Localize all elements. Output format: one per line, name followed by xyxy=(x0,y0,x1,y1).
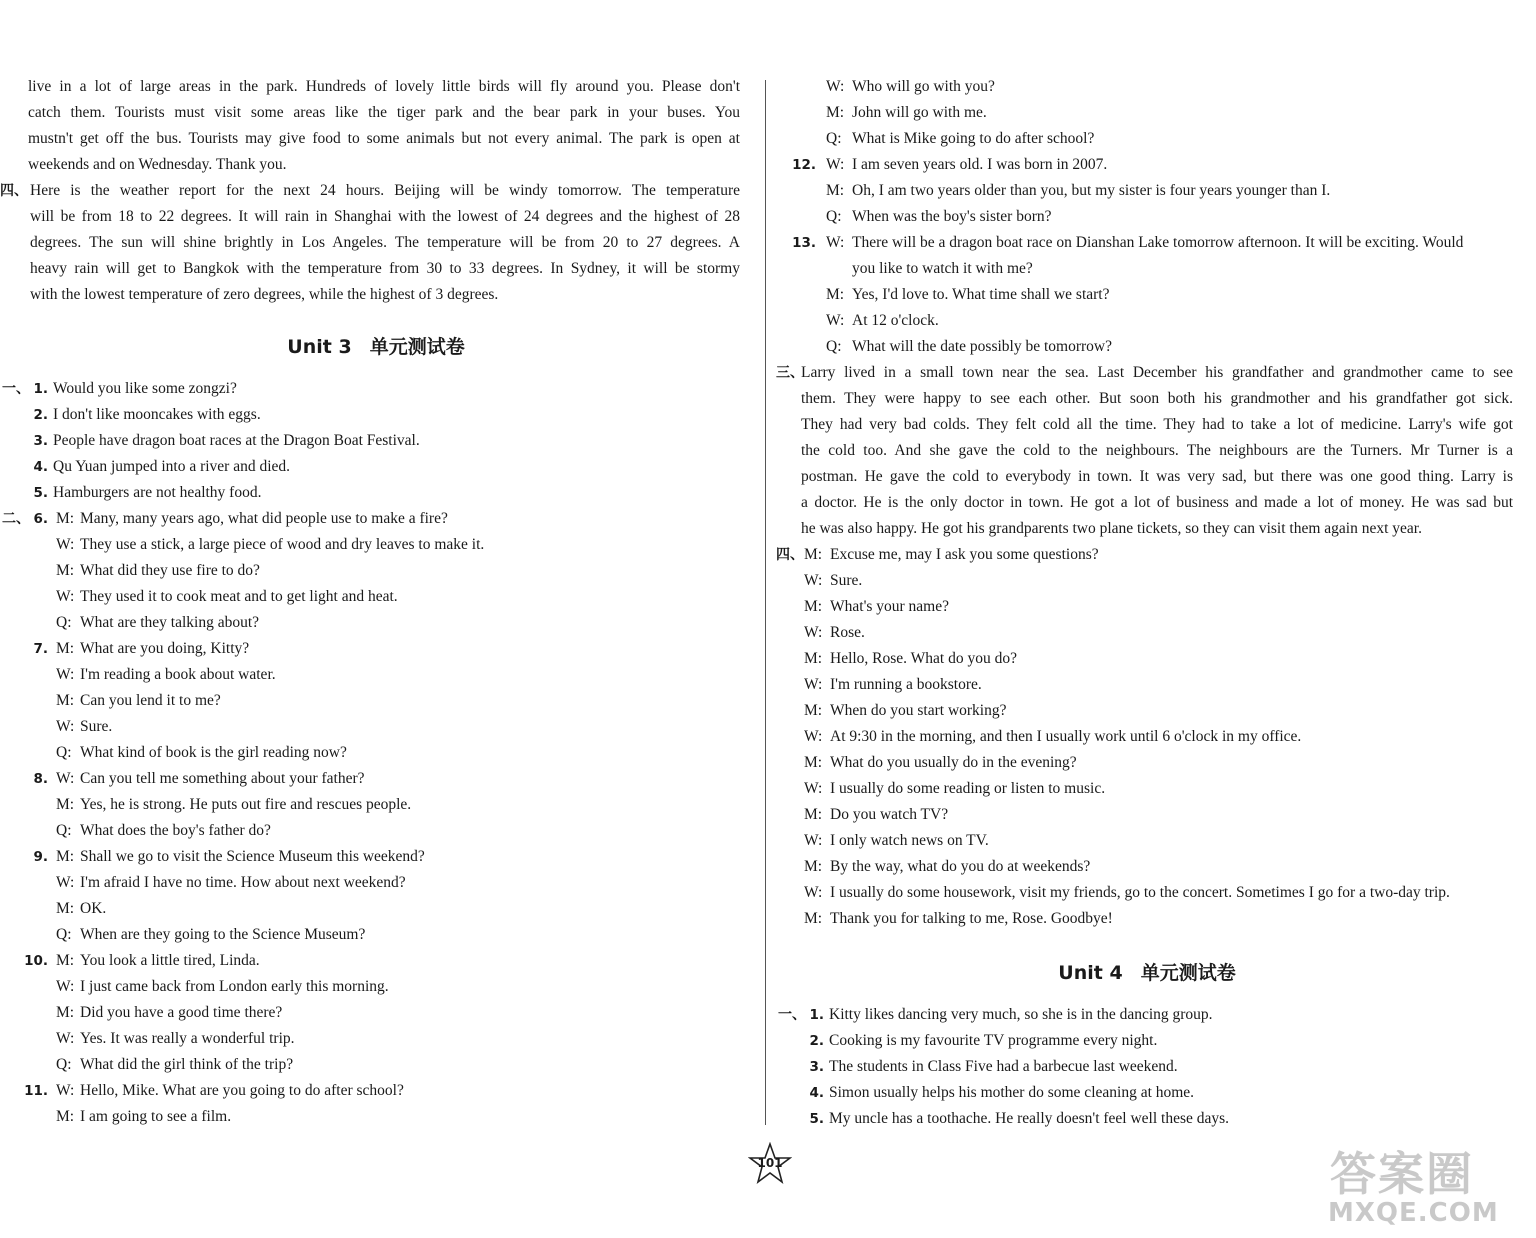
paragraph-line: Here is the weather report for the next 24 hours. Beijing will be windy tomorrow. The temperature xyxy=(30,182,740,199)
transcript-line xyxy=(776,256,1518,282)
item-number: 7. xyxy=(33,641,48,657)
transcript-line xyxy=(0,454,752,480)
transcript-line xyxy=(776,672,1518,698)
transcript-line xyxy=(776,906,1518,932)
paragraph-line: he was also happy. He got his grandparents two plane tickets, so they can visit them again next year. xyxy=(801,520,1422,537)
item-text: What did they use fire to do? xyxy=(80,562,260,579)
item-text: Would you like some zongzi? xyxy=(53,380,237,397)
transcript-line xyxy=(0,688,752,714)
item-text: Sure. xyxy=(80,718,113,735)
speaker-label: M: xyxy=(804,754,823,771)
transcript-line xyxy=(776,1002,1518,1028)
speaker-label: M: xyxy=(56,900,75,917)
unit-3-title: 单元测试卷 xyxy=(369,336,465,358)
item-text: Hello, Rose. What do you do? xyxy=(830,650,1017,667)
transcript-line xyxy=(776,282,1518,308)
section-marker: 二、 xyxy=(2,511,30,527)
item-text: My uncle has a toothache. He really doesn't feel well these days. xyxy=(829,1110,1230,1127)
transcript-line xyxy=(0,844,752,870)
transcript-line xyxy=(776,1054,1518,1080)
item-text: I'm running a bookstore. xyxy=(830,676,982,693)
item-number: 4. xyxy=(33,459,48,475)
paragraph-line: heavy rain will get to Bangkok with the temperature from 30 to 33 degrees. In Sydney, it will be stormy xyxy=(30,260,740,277)
item-number: 12. xyxy=(792,157,816,173)
item-text: There will be a dragon boat race on Dianshan Lake tomorrow afternoon. It will be exciting. Would xyxy=(852,234,1464,251)
speaker-label: W: xyxy=(826,78,845,95)
transcript-line xyxy=(0,610,752,636)
transcript-line xyxy=(0,558,752,584)
speaker-label: M: xyxy=(56,510,75,527)
paragraph-larry-story xyxy=(776,360,1513,542)
item-text: Do you watch TV? xyxy=(830,806,949,823)
transcript-line xyxy=(0,480,752,506)
speaker-label: W: xyxy=(826,312,845,329)
speaker-label: Q: xyxy=(826,130,842,147)
transcript-line xyxy=(0,1104,752,1130)
transcript-line xyxy=(776,568,1518,594)
speaker-label: M: xyxy=(56,1004,75,1021)
item-text: When are they going to the Science Museum? xyxy=(80,926,366,943)
speaker-label: M: xyxy=(56,562,75,579)
item-text: Hello, Mike. What are you going to do after school? xyxy=(80,1082,404,1099)
paragraph-line: them. They were happy to see each other. But soon both his grandmother and his grandfather got sick. xyxy=(801,390,1513,407)
section-marker: 一、 xyxy=(2,381,30,397)
item-text: What is Mike going to do after school? xyxy=(852,130,1095,147)
transcript-line xyxy=(0,402,752,428)
transcript-line xyxy=(776,646,1518,672)
speaker-label: W: xyxy=(56,1030,75,1047)
speaker-label: W: xyxy=(56,978,75,995)
item-text: What did the girl think of the trip? xyxy=(80,1056,294,1073)
transcript-line xyxy=(776,620,1518,646)
item-text: Sure. xyxy=(830,572,863,589)
item-text: Hamburgers are not healthy food. xyxy=(53,484,262,501)
section-marker: 四、 xyxy=(776,547,804,563)
speaker-label: W: xyxy=(804,624,823,641)
item-number: 5. xyxy=(33,485,48,501)
transcript-line xyxy=(776,152,1518,178)
item-text: Who will go with you? xyxy=(852,78,995,95)
item-text: Simon usually helps his mother do some cleaning at home. xyxy=(829,1084,1195,1101)
item-text: At 9:30 in the morning, and then I usually work until 6 o'clock in my office. xyxy=(830,728,1302,745)
item-text: Many, many years ago, what did people use to make a fire? xyxy=(80,510,448,527)
transcript-line xyxy=(0,1052,752,1078)
item-number: 2. xyxy=(33,407,48,423)
transcript-line xyxy=(0,818,752,844)
speaker-label: M: xyxy=(826,104,845,121)
transcript-line xyxy=(0,948,752,974)
item-text: They used it to cook meat and to get light and heat. xyxy=(80,588,398,605)
item-text: I usually do some reading or listen to music. xyxy=(830,780,1106,797)
watermark-text: 答案圈 xyxy=(1330,1147,1474,1201)
speaker-label: Q: xyxy=(56,614,72,631)
unit-4-number: Unit 4 xyxy=(1058,962,1123,984)
transcript-line xyxy=(776,308,1518,334)
transcript-line xyxy=(776,724,1518,750)
speaker-label: M: xyxy=(804,702,823,719)
transcript-line xyxy=(776,178,1518,204)
paragraph-line: postman. He gave the cold to everybody in town. It was very sad, but there was one good thing. Larry is xyxy=(801,468,1513,485)
page-number: 101 xyxy=(757,1156,783,1170)
item-text: Did you have a good time there? xyxy=(80,1004,283,1021)
speaker-label: W: xyxy=(826,156,845,173)
paragraph-line: Larry lived in a small town near the sea. Last December his grandfather and grandmother came to see xyxy=(801,364,1513,381)
paragraph-line: with the lowest temperature of zero degrees, while the highest of 3 degrees. xyxy=(30,286,499,303)
transcript-line xyxy=(0,896,752,922)
item-number: 2. xyxy=(809,1033,824,1049)
transcript-line xyxy=(776,1106,1518,1132)
transcript-line xyxy=(0,1078,752,1104)
transcript-line xyxy=(0,506,752,532)
item-number: 10. xyxy=(24,953,48,969)
transcript-line xyxy=(776,542,1518,568)
transcript-line xyxy=(0,376,752,402)
item-number: 1. xyxy=(33,381,48,397)
transcript-line xyxy=(0,714,752,740)
item-text: Cooking is my favourite TV programme every night. xyxy=(829,1032,1158,1049)
speaker-label: M: xyxy=(56,848,75,865)
transcript-line xyxy=(776,1028,1518,1054)
section-marker: 一、 xyxy=(778,1007,806,1023)
transcript-line xyxy=(0,584,752,610)
unit-4-items xyxy=(776,1002,1518,1132)
transcript-line xyxy=(776,74,1518,100)
item-text: When do you start working? xyxy=(830,702,1007,719)
item-text: Yes, I'd love to. What time shall we start? xyxy=(852,286,1110,303)
speaker-label: W: xyxy=(56,536,75,553)
speaker-label: M: xyxy=(804,858,823,875)
speaker-label: W: xyxy=(804,780,823,797)
speaker-label: Q: xyxy=(56,926,72,943)
speaker-label: M: xyxy=(56,1108,75,1125)
transcript-line xyxy=(776,750,1518,776)
speaker-label: W: xyxy=(804,884,823,901)
item-number: 11. xyxy=(24,1083,48,1099)
section-marker-3: 三、 xyxy=(776,365,804,381)
item-text: Yes. It was really a wonderful trip. xyxy=(80,1030,295,1047)
item-text: What are they talking about? xyxy=(80,614,260,631)
speaker-label: W: xyxy=(56,770,75,787)
transcript-line xyxy=(776,126,1518,152)
speaker-label: M: xyxy=(804,806,823,823)
item-text: What does the boy's father do? xyxy=(80,822,271,839)
transcript-line xyxy=(0,740,752,766)
speaker-label: W: xyxy=(56,1082,75,1099)
item-text: I just came back from London early this morning. xyxy=(80,978,389,995)
paragraph-line: weekends and on Wednesday. Thank you. xyxy=(28,156,287,173)
item-text: I'm afraid I have no time. How about next weekend? xyxy=(80,874,406,891)
transcript-line xyxy=(0,870,752,896)
item-number: 8. xyxy=(33,771,48,787)
speaker-label: M: xyxy=(56,640,75,657)
item-text: By the way, what do you do at weekends? xyxy=(830,858,1091,875)
speaker-label: W: xyxy=(804,572,823,589)
speaker-label: W: xyxy=(804,676,823,693)
item-number: 13. xyxy=(792,235,816,251)
item-text: I am going to see a film. xyxy=(80,1108,232,1125)
item-text: I am seven years old. I was born in 2007. xyxy=(852,156,1108,173)
item-number: 6. xyxy=(33,511,48,527)
paragraph-zoo-announcement xyxy=(0,74,740,178)
item-text: Excuse me, may I ask you some questions? xyxy=(830,546,1099,563)
transcript-line xyxy=(0,1000,752,1026)
transcript-line xyxy=(0,974,752,1000)
item-text: What do you usually do in the evening? xyxy=(830,754,1077,771)
paragraph-line: They had very bad colds. They felt cold all the time. They had to take a lot of medicine. Larry's wife got xyxy=(801,416,1513,433)
item-text: Oh, I am two years older than you, but my sister is four years younger than I. xyxy=(852,182,1331,199)
speaker-label: M: xyxy=(826,182,845,199)
paragraph-line: live in a lot of large areas in the park. Hundreds of lovely little birds will fly around you. Please don't xyxy=(28,78,740,95)
item-text: What kind of book is the girl reading now? xyxy=(80,744,347,761)
speaker-label: M: xyxy=(804,650,823,667)
speaker-label: Q: xyxy=(56,1056,72,1073)
item-text: John will go with me. xyxy=(852,104,987,121)
unit-4-title: 单元测试卷 xyxy=(1140,962,1236,984)
section-marker-4: 四、 xyxy=(0,183,28,199)
transcript-line xyxy=(776,1080,1518,1106)
unit-3-number: Unit 3 xyxy=(287,336,352,358)
item-number: 3. xyxy=(809,1059,824,1075)
speaker-label: Q: xyxy=(826,208,842,225)
item-text: Yes, he is strong. He puts out fire and rescues people. xyxy=(80,796,412,813)
transcript-line xyxy=(0,532,752,558)
item-text: Qu Yuan jumped into a river and died. xyxy=(53,458,291,475)
speaker-label: M: xyxy=(56,692,75,709)
speaker-label: W: xyxy=(804,728,823,745)
paragraph-weather-report xyxy=(0,178,740,308)
speaker-label: Q: xyxy=(56,822,72,839)
item-text: I only watch news on TV. xyxy=(830,832,989,849)
right-column xyxy=(776,74,1518,1132)
transcript-line xyxy=(0,636,752,662)
item-text: Kitty likes dancing very much, so she is in the dancing group. xyxy=(829,1006,1213,1023)
item-number: 5. xyxy=(809,1111,824,1127)
transcript-line xyxy=(0,662,752,688)
item-text: At 12 o'clock. xyxy=(852,312,939,329)
transcript-line xyxy=(776,880,1518,906)
transcript-line xyxy=(776,204,1518,230)
item-text: What's your name? xyxy=(830,598,949,615)
paragraph-line: will be from 18 to 22 degrees. It will rain in Shanghai with the lowest of 24 degrees and the highest of 28 xyxy=(30,208,740,225)
transcript-line xyxy=(776,776,1518,802)
paragraph-line: mustn't get off the bus. Tourists may give food to some animals but not every animal. The park is open at xyxy=(28,130,740,147)
speaker-label: M: xyxy=(826,286,845,303)
speaker-label: M: xyxy=(56,952,75,969)
left-column xyxy=(0,74,752,1130)
item-text: Rose. xyxy=(830,624,865,641)
item-text: I'm reading a book about water. xyxy=(80,666,276,683)
paragraph-line: catch them. Tourists must visit some areas like the tiger park and the bear park in your buses. You xyxy=(28,104,740,121)
speaker-label: W: xyxy=(56,666,75,683)
transcript-line xyxy=(0,428,752,454)
speaker-label: Q: xyxy=(56,744,72,761)
speaker-label: W: xyxy=(56,718,75,735)
unit-3-heading xyxy=(0,318,752,376)
transcript-line xyxy=(776,802,1518,828)
item-text: When was the boy's sister born? xyxy=(852,208,1052,225)
item-text: Can you lend it to me? xyxy=(80,692,221,709)
item-text: Shall we go to visit the Science Museum this weekend? xyxy=(80,848,425,865)
unit-3-items-continued xyxy=(776,74,1518,360)
transcript-line xyxy=(0,792,752,818)
item-text: Thank you for talking to me, Rose. Goodbye! xyxy=(830,910,1113,927)
item-text: I don't like mooncakes with eggs. xyxy=(53,406,261,423)
transcript-line xyxy=(0,1026,752,1052)
watermark-url: MXQE.COM xyxy=(1328,1198,1499,1228)
transcript-line xyxy=(776,230,1518,256)
item-number: 1. xyxy=(809,1007,824,1023)
speaker-label: M: xyxy=(56,796,75,813)
page-number-badge xyxy=(748,1142,792,1186)
paragraph-line: a doctor. He is the only doctor in town. He got a lot of business and made a lot of money. He was sad but xyxy=(801,494,1513,511)
item-number: 4. xyxy=(809,1085,824,1101)
speaker-label: W: xyxy=(56,588,75,605)
transcript-line xyxy=(776,334,1518,360)
transcript-line xyxy=(0,766,752,792)
item-number: 9. xyxy=(33,849,48,865)
speaker-label: W: xyxy=(826,234,845,251)
column-divider xyxy=(765,80,766,1125)
speaker-label: W: xyxy=(56,874,75,891)
item-text: What are you doing, Kitty? xyxy=(80,640,250,657)
speaker-label: Q: xyxy=(826,338,842,355)
paragraph-line: the cold too. And she gave the cold to the neighbours. The neighbours are the Turners. Mr Turner is a xyxy=(801,442,1513,459)
transcript-line xyxy=(776,854,1518,880)
item-text: Can you tell me something about your father? xyxy=(80,770,365,787)
item-number: 3. xyxy=(33,433,48,449)
transcript-line xyxy=(776,828,1518,854)
unit-3-items xyxy=(0,376,752,1130)
item-text: OK. xyxy=(80,900,107,917)
interview-dialogue xyxy=(776,542,1518,932)
speaker-label: W: xyxy=(804,832,823,849)
transcript-line xyxy=(0,922,752,948)
speaker-label: M: xyxy=(804,910,823,927)
item-text: What will the date possibly be tomorrow? xyxy=(852,338,1112,355)
item-text: They use a stick, a large piece of wood and dry leaves to make it. xyxy=(80,536,485,553)
item-text: you like to watch it with me? xyxy=(852,260,1033,277)
watermark-logo xyxy=(1318,1138,1528,1234)
item-text: The students in Class Five had a barbecue last weekend. xyxy=(829,1058,1178,1075)
speaker-label: M: xyxy=(804,598,823,615)
paragraph-line: degrees. The sun will shine brightly in Los Angeles. The temperature will be from 20 to 27 degrees. A xyxy=(30,234,740,251)
transcript-line xyxy=(776,594,1518,620)
transcript-line xyxy=(776,100,1518,126)
item-text: I usually do some housework, visit my friends, go to the concert. Sometimes I go for a two-day trip. xyxy=(830,884,1450,901)
unit-4-heading xyxy=(776,944,1518,1002)
transcript-line xyxy=(776,698,1518,724)
speaker-label: M: xyxy=(804,546,823,563)
item-text: People have dragon boat races at the Dragon Boat Festival. xyxy=(53,432,420,449)
item-text: You look a little tired, Linda. xyxy=(80,952,260,969)
